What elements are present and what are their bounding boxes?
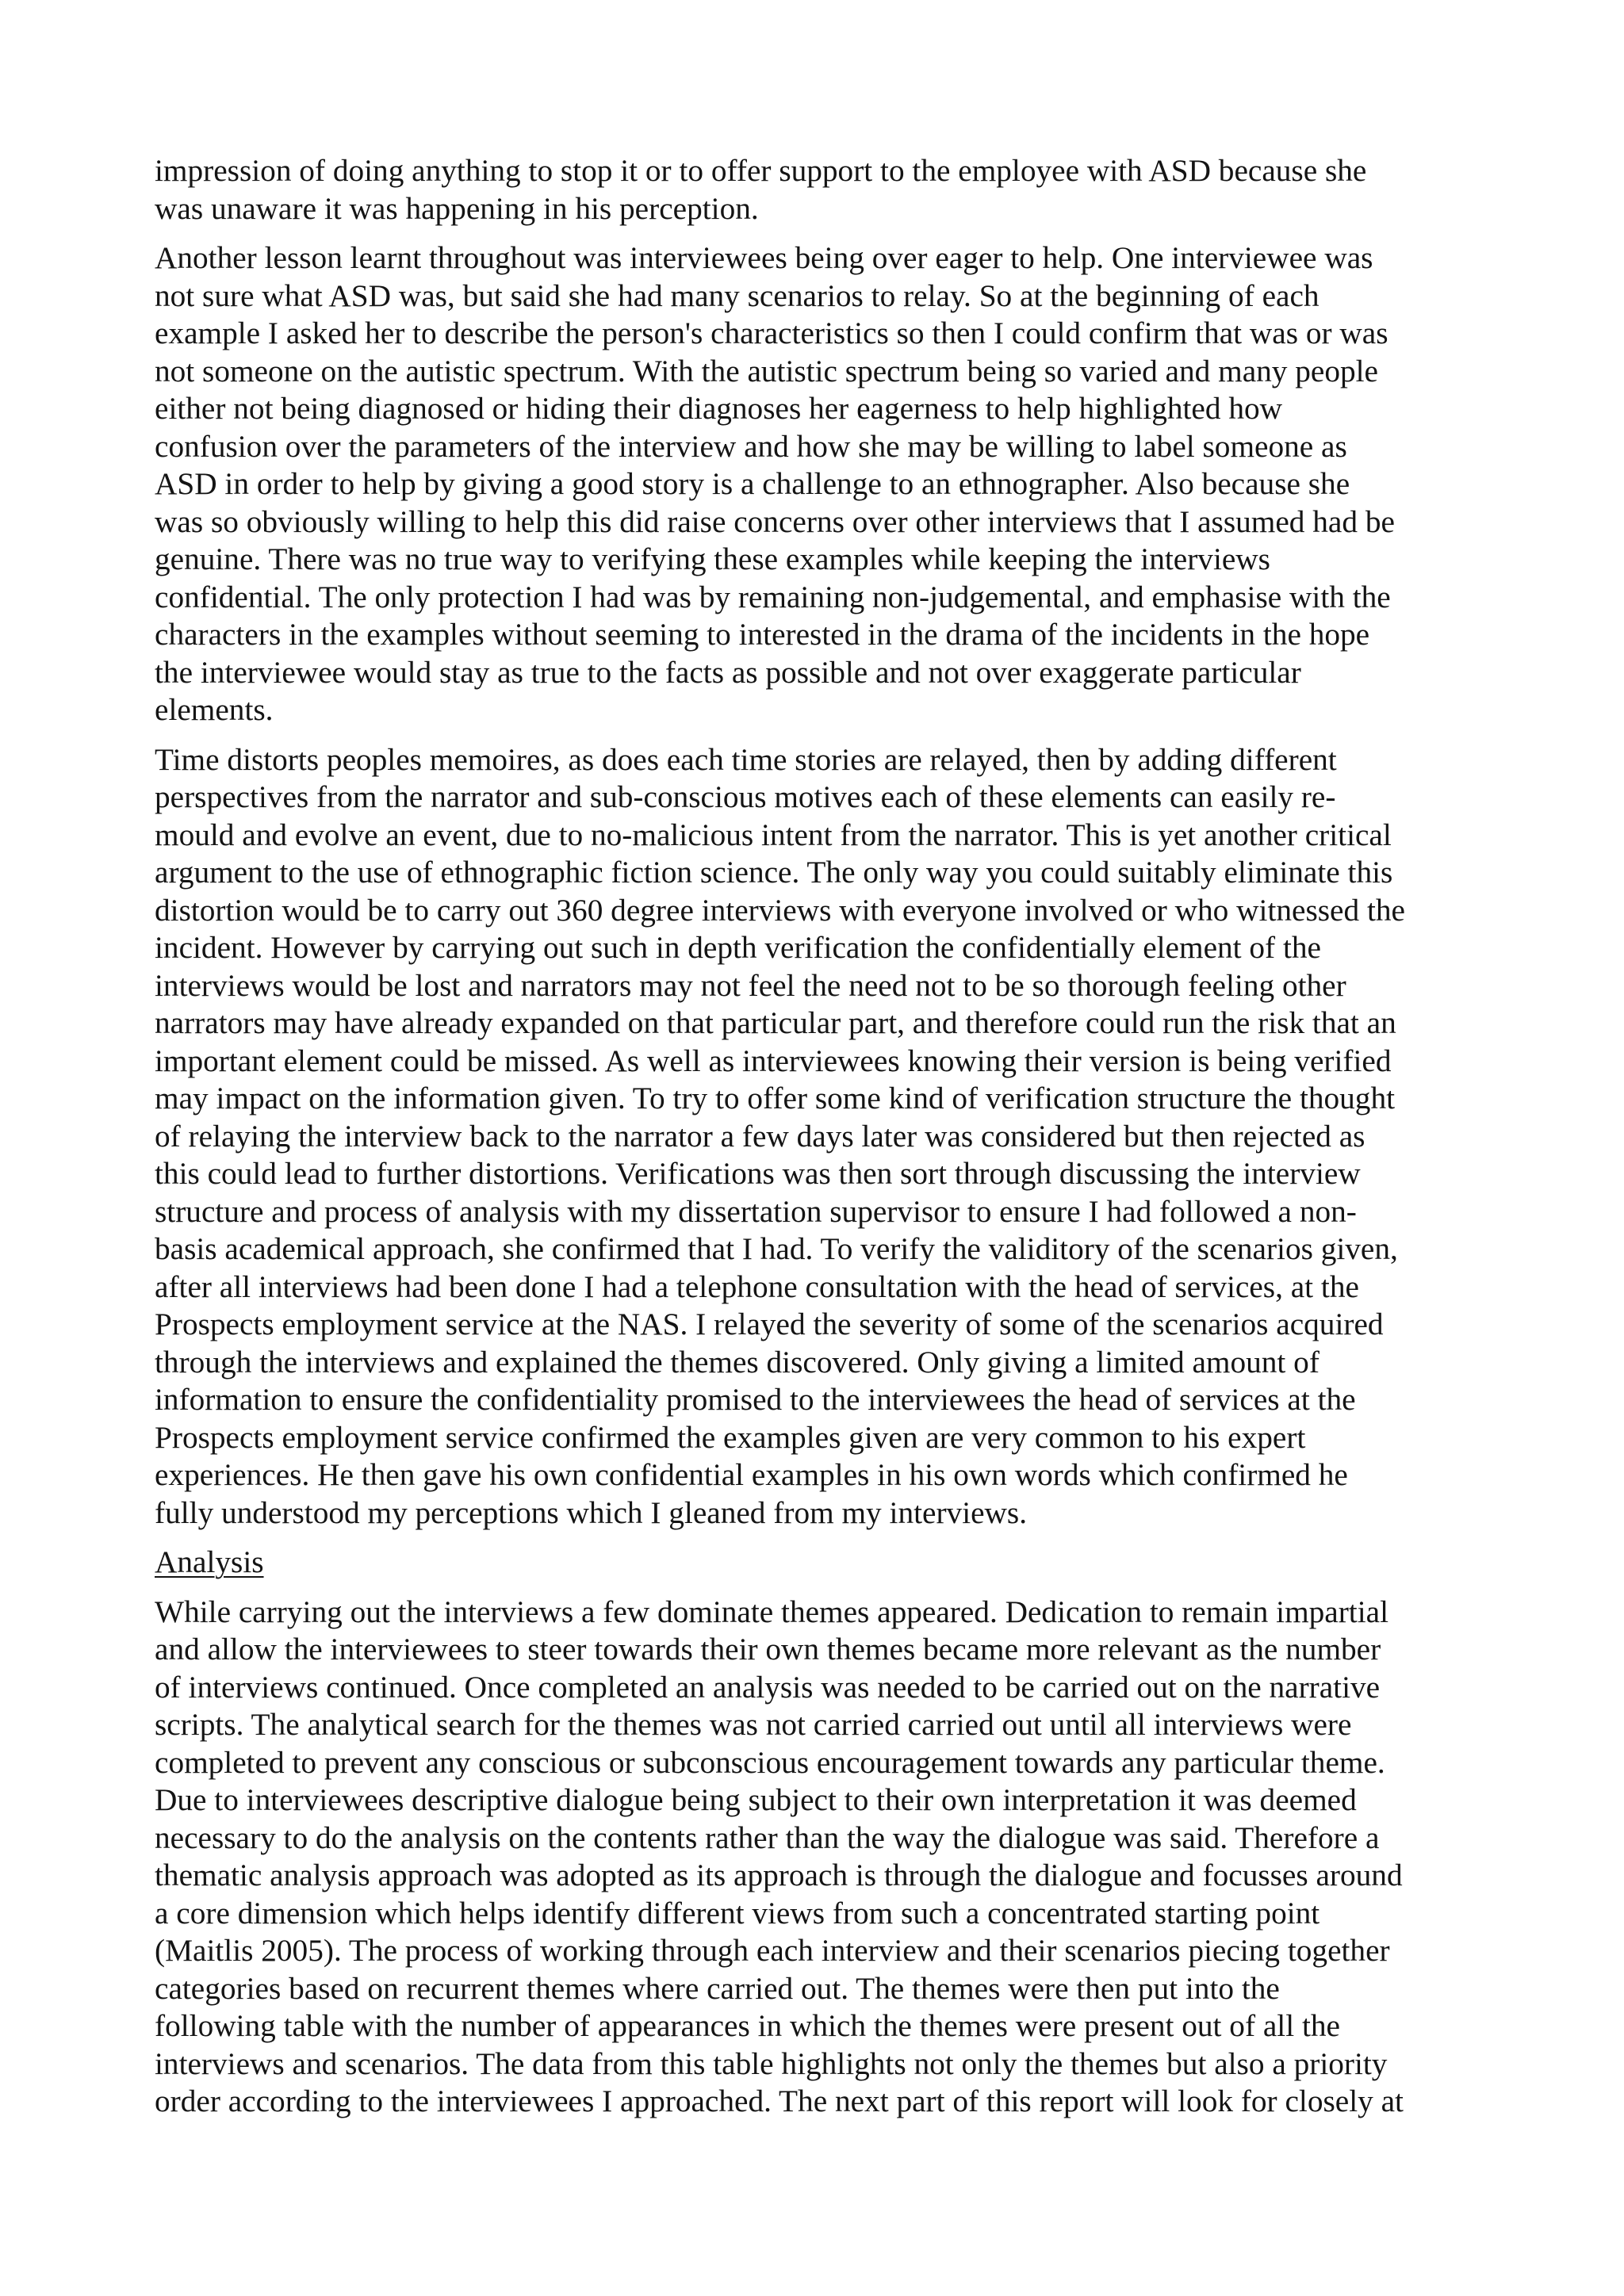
text-line: While carrying out the interviews a few dominate themes appeared. Dedication to remain impartial	[155, 1594, 1389, 1629]
text-line: may impact on the information given. To try to offer some kind of verification structure the thought	[155, 1081, 1396, 1115]
text-line: categories based on recurrent themes where carried out. The themes were then put into the	[155, 1970, 1280, 2006]
text-line: through the interviews and explained the themes discovered. Only giving a limited amount of	[155, 1344, 1320, 1380]
text-line: confusion over the parameters of the interview and how she may be willing to label someone as	[155, 428, 1347, 464]
text-line: incident. However by carrying out such in depth verification the confidentially element of the	[155, 930, 1321, 965]
section-heading-analysis: Analysis	[155, 1544, 264, 1579]
text-line: not sure what ASD was, but said she had many scenarios to relay. So at the beginning of each	[155, 277, 1320, 313]
text-line: Time distorts peoples memoires, as does each time stories are relayed, then by adding different	[155, 741, 1337, 777]
text-line: not someone on the autistic spectrum. With the autistic spectrum being so varied and many people	[155, 353, 1378, 388]
text-line: fully understood my perceptions which I gleaned from my interviews.	[155, 1494, 1028, 1530]
text-line: confidential. The only protection I had was by remaining non-judgemental, and emphasise with the	[155, 579, 1391, 614]
text-line: important element could be missed. As well as interviewees knowing their version is being verified	[155, 1043, 1392, 1078]
text-line: of interviews continued. Once completed an analysis was needed to be carried out on the narrative	[155, 1669, 1381, 1705]
text-line: information to ensure the confidentiality promised to the interviewees the head of services at the	[155, 1382, 1356, 1417]
text-line: (Maitlis 2005). The process of working through each interview and their scenarios piecing together	[155, 1933, 1390, 1968]
text-line: Another lesson learnt throughout was interviewees being over eager to help. One interviewee was	[155, 240, 1373, 275]
text-line: experiences. He then gave his own confidential examples in his own words which confirmed he	[155, 1457, 1348, 1492]
text-line: ASD in order to help by giving a good story is a challenge to an ethnographer. Also because she	[155, 466, 1350, 501]
text-line: perspectives from the narrator and sub-conscious motives each of these elements can easily re-	[155, 779, 1336, 814]
text-line: distortion would be to carry out 360 degree interviews with everyone involved or who witnessed the	[155, 892, 1405, 928]
text-line: of relaying the interview back to the narrator a few days later was considered but then rejected as	[155, 1118, 1365, 1154]
text-line: structure and process of analysis with my dissertation supervisor to ensure I had followed a non-	[155, 1193, 1357, 1229]
text-line: elements.	[155, 692, 274, 727]
text-line: interviews would be lost and narrators may not feel the need not to be so thorough feeling other	[155, 967, 1346, 1003]
text-line: characters in the examples without seeming to interested in the drama of the incidents in the hope	[155, 617, 1370, 652]
text-line: genuine. There was no true way to verifying these examples while keeping the interviews	[155, 541, 1270, 576]
paragraph-2	[155, 239, 1487, 729]
text-line: Prospects employment service confirmed the examples given are very common to his expert	[155, 1419, 1306, 1455]
text-line: thematic analysis approach was adopted as its approach is through the dialogue and focusses around	[155, 1858, 1403, 1892]
text-line: was so obviously willing to help this did raise concerns over other interviews that I assumed had be	[155, 503, 1395, 539]
text-line: this could lead to further distortions. Verifications was then sort through discussing the interview	[155, 1156, 1361, 1191]
document-page	[155, 152, 1487, 2133]
text-line: narrators may have already expanded on that particular part, and therefore could run the risk that an	[155, 1005, 1396, 1040]
text-line: and allow the interviewees to steer towards their own themes became more relevant as the number	[155, 1632, 1381, 1667]
text-line: Prospects employment service at the NAS. I relayed the severity of some of the scenarios acquired	[155, 1307, 1384, 1341]
paragraph-4	[155, 1594, 1487, 2121]
text-line: the interviewee would stay as true to the facts as possible and not over exaggerate particular	[155, 654, 1301, 690]
text-line: completed to prevent any conscious or subconscious encouragement towards any particular theme.	[155, 1744, 1385, 1780]
text-line: interviews and scenarios. The data from this table highlights not only the themes but also a priority	[155, 2045, 1388, 2081]
text-line: impression of doing anything to stop it or to offer support to the employee with ASD because she	[155, 153, 1367, 188]
text-line: basis academical approach, she confirmed that I had. To verify the validitory of the scenarios given,	[155, 1231, 1398, 1266]
text-line: after all interviews had been done I had a telephone consultation with the head of services, at the	[155, 1269, 1359, 1304]
paragraph-3	[155, 741, 1487, 1533]
text-line: argument to the use of ethnographic fiction science. The only way you could suitably eliminate this	[155, 855, 1393, 890]
text-line: mould and evolve an event, due to no-malicious intent from the narrator. This is yet another critical	[155, 817, 1392, 852]
text-line: example I asked her to describe the person's characteristics so then I could confirm that was or was	[155, 316, 1388, 350]
text-line: following table with the number of appearances in which the themes were present out of all the	[155, 2008, 1340, 2043]
text-line: scripts. The analytical search for the themes was not carried carried out until all interviews were	[155, 1707, 1352, 1742]
text-line: Due to interviewees descriptive dialogue being subject to their own interpretation it was deemed	[155, 1782, 1357, 1817]
text-line: order according to the interviewees I approached. The next part of this report will look for closely at	[155, 2084, 1404, 2118]
text-line: either not being diagnosed or hiding their diagnoses her eagerness to help highlighted how	[155, 391, 1282, 426]
text-line: necessary to do the analysis on the contents rather than the way the dialogue was said. Therefore a	[155, 1820, 1380, 1855]
text-line: was unaware it was happening in his perception.	[155, 190, 759, 226]
text-line: a core dimension which helps identify different views from such a concentrated starting point	[155, 1895, 1320, 1931]
paragraph-1	[155, 152, 1487, 228]
